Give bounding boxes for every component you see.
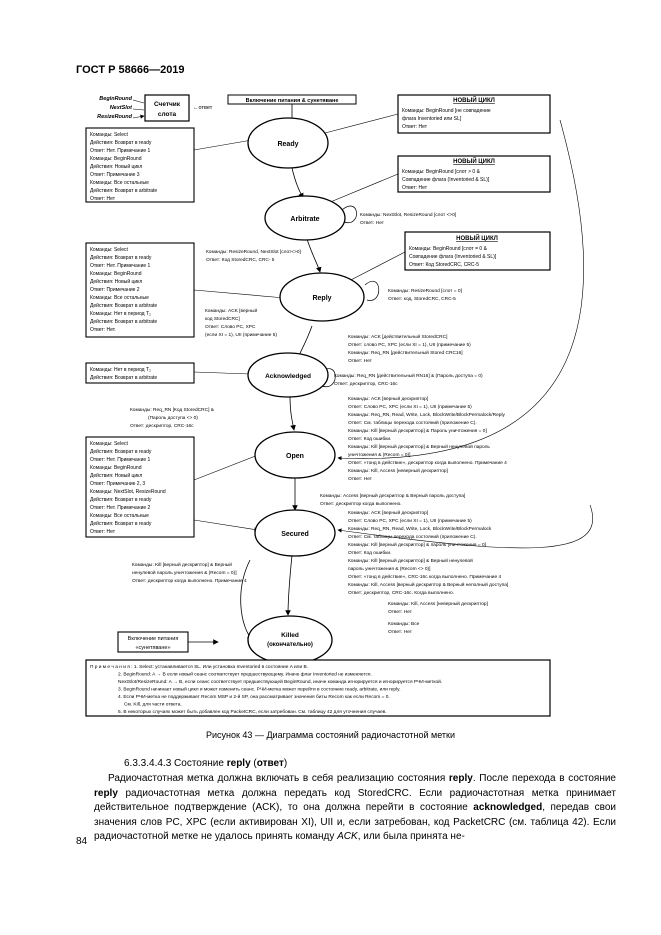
section-word: Состояние [174, 758, 224, 769]
svg-text:код StoredCRC]: код StoredCRC] [205, 317, 240, 322]
svg-text:Действия: Возврат в arbitrate: Действия: Возврат в arbitrate [90, 375, 158, 381]
svg-text:Ответ: Нет. Примечание 1: Ответ: Нет. Примечание 1 [90, 457, 151, 463]
svg-text:Ответ: См. таблицы перехода со: Ответ: См. таблицы перехода состояний (приложение C). [348, 535, 477, 540]
svg-text:Ответ: Нет: Ответ: Нет [348, 477, 372, 482]
svg-text:Arbitrate: Arbitrate [290, 216, 320, 223]
svg-text:Ответ: Нет: Ответ: Нет [388, 610, 412, 615]
svg-text:Ответ: дескриптор, CRC-16с: Ответ: дескриптор, CRC-16с [130, 424, 194, 429]
svg-text:Ответ: дескриптор когда выполн: Ответ: дескриптор когда выполнено. [320, 502, 402, 507]
svg-text:Open: Open [286, 453, 304, 460]
slot-input: ResizeRound [97, 114, 132, 120]
left-transition-box [86, 363, 194, 383]
state-secured [255, 510, 335, 556]
svg-text:Команды: Access [верный дескри: Команды: Access [верный дескриптор & Верный пароль доступа] [320, 494, 466, 499]
svg-text:Reply: Reply [312, 295, 332, 302]
svg-text:Команды: ACK [действительный S: Команды: ACK [действительный StoredCRC] [348, 335, 448, 340]
svg-text:Команды: ACK [верный дескрипто: Команды: ACK [верный дескриптор] [348, 511, 429, 516]
svg-text:Ответ: «тонд в действие», деск: Ответ: «тонд в действие», дескриптор когда выполнено. Примечание 4 [348, 461, 507, 466]
svg-text:ненулевой пароль уничтожения &: ненулевой пароль уничтожения & (Recom = 0)] [132, 571, 237, 576]
svg-text:Команды: Все: Команды: Все [388, 622, 420, 627]
svg-text:NextSlot/ResizeRound: A → B, е: NextSlot/ResizeRound: A → B, если сеанс соответствует предшествующей BeginRound, иначе команда игнорируется и игнорируется PЧИ-меткой. [118, 680, 443, 685]
section-heading [124, 758, 287, 769]
power-on-label: Включение питания & сунетяване [245, 98, 339, 104]
svg-text:Действия: Возврат в ready: Действия: Возврат в ready [90, 521, 152, 527]
svg-text:Ответ: Слово PC, XPC: Ответ: Слово PC, XPC [205, 325, 256, 330]
svg-text:Команды: Select: Команды: Select [90, 132, 128, 138]
svg-text:Действия: Возврат в ready: Действия: Возврат в ready [90, 255, 152, 261]
svg-text:НОВЫЙ ЦИКЛ: НОВЫЙ ЦИКЛ [456, 236, 498, 242]
state-acknowledged [248, 353, 328, 397]
note-secured-killed [132, 561, 247, 584]
svg-text:Ответ: Нет: Ответ: Нет [388, 630, 412, 635]
svg-text:Команды: Req_RN [действительны: Команды: Req_RN [действительный RN16] & (Пароль доступа = 0) [334, 374, 483, 379]
svg-text:НОВЫЙ ЦИКЛ: НОВЫЙ ЦИКЛ [453, 98, 495, 104]
svg-text:«сунетяване»: «сунетяване» [135, 645, 171, 651]
svg-text:Acknowledged: Acknowledged [265, 373, 311, 380]
svg-text:НОВЫЙ ЦИКЛ: НОВЫЙ ЦИКЛ [453, 159, 495, 165]
section-number: 6.3.3.4.4.3 [124, 758, 172, 769]
note-reply-ack [205, 307, 277, 338]
svg-text:П р и м е ч а н и я : 1. Selec: П р и м е ч а н и я : 1. Select: устанавливается SL. Или установка Inventoried в состояние A или B. [90, 665, 309, 670]
svg-text:Включение питания: Включение питания [127, 636, 179, 642]
svg-text:Ответ: дескриптор, CRC-16с. Ко: Ответ: дескриптор, CRC-16с. Когда выполнено. [348, 591, 454, 596]
svg-text:флага Inventoried или SL]: флага Inventoried или SL] [402, 116, 462, 122]
svg-text:Команды: Все остальные: Команды: Все остальные [90, 295, 149, 301]
svg-text:Ответ: Нет: Ответ: Нет [360, 221, 384, 226]
new-cycle-box [398, 156, 550, 192]
note-arbitrate-self [360, 212, 456, 226]
svg-text:Команды: Kill, Access [неверны: Команды: Kill, Access [неверный дескриптор] [388, 602, 488, 607]
svg-text:Совпадение флага (Inventoried: Совпадение флага (Inventoried & SL)] [409, 254, 497, 260]
svg-text:Команды: Нет в период T₂: Команды: Нет в период T₂ [90, 311, 151, 317]
left-transition-box [86, 128, 194, 202]
svg-text:2. BeginRound: A → B если новы: 2. BeginRound: A → B если новый сеанс соответствует предшествующему. Иначе флаг Inventoried не изменяется. [118, 672, 372, 678]
slot-input: NextSlot [109, 105, 132, 111]
svg-text:Ответ: Нет. Примечание 2: Ответ: Нет. Примечание 2 [90, 505, 151, 511]
svg-text:Ответ: дескриптор, CRC-16с: Ответ: дескриптор, CRC-16с [334, 382, 398, 387]
svg-text:Ответ: Нет: Ответ: Нет [402, 124, 427, 130]
svg-text:Ответ: код, StoredCRC, CRC-5: Ответ: код, StoredCRC, CRC-5 [388, 297, 456, 302]
note-ack-open [130, 407, 215, 429]
slot-counter-title: слота [157, 111, 177, 118]
svg-text:Команды: Kill [верный дескрипт: Команды: Kill [верный дескриптор] & пароль уничтожения = 0] [348, 543, 486, 548]
svg-text:Ready: Ready [277, 141, 299, 148]
svg-text:Действия: Новый цикл: Действия: Новый цикл [90, 279, 143, 285]
slot-counter-title: Счетчик [153, 101, 181, 108]
svg-text:Команды: Kill [верный дескрипт: Команды: Kill [верный дескриптор] & Верный ненулевой пароль [348, 445, 490, 450]
svg-text:Ответ: Нет: Ответ: Нет [90, 529, 115, 535]
state-killed [248, 616, 332, 664]
svg-text:Действия: Возврат в arbitrate: Действия: Возврат в arbitrate [90, 303, 158, 309]
figure-caption: Рисунок 43 — Диаграмма состояний радиочастотной метки [205, 730, 456, 740]
svg-text:Ответ: Нет: Ответ: Нет [348, 359, 372, 364]
svg-text:См. Kill, для части ответа.: См. Kill, для части ответа. [124, 702, 182, 708]
svg-text:Команды: NextSlot, ResizeRound: Команды: NextSlot, ResizeRound [слот <>0] [360, 213, 457, 218]
svg-text:(если XI = 1), UII (примечание: (если XI = 1), UII (примечание 5) [205, 333, 277, 338]
section-paren-close: ) [283, 758, 288, 769]
svg-text:Действия: Новый цикл: Действия: Новый цикл [90, 473, 143, 479]
svg-text:Ответ: Слово PC, XPC (если XI: Ответ: Слово PC, XPC (если XI = 1), UII (примечание 5) [348, 519, 472, 524]
svg-text:Ответ: «тонд в действие», CRC-: Ответ: «тонд в действие», CRC-16с когда выполнено. Примечание 4 [348, 575, 502, 580]
section-paren-open: ( [253, 758, 257, 769]
new-cycle-box [405, 232, 550, 270]
left-transition-box [86, 437, 194, 537]
state-ready [248, 118, 328, 168]
svg-text:Ответ: См. таблицы перехода со: Ответ: См. таблицы перехода состояний (приложение C). [348, 421, 477, 426]
state-reply [280, 273, 364, 321]
note-ready-arbitrate [206, 249, 301, 263]
svg-text:(окончательно): (окончательно) [267, 642, 313, 648]
svg-text:Команды: Select: Команды: Select [90, 247, 128, 253]
svg-text:5. В некоторых случаях может б: 5. В некоторых случаях может быть добавлен код PacketCRC, если затребован. См. таблицу 42 для уточнения случаев. [118, 710, 387, 715]
svg-text:3. BeginRound начинает новый ц: 3. BeginRound начинает новый цикл и может изменить сеанс. PЧИ-метка может перейти в состояние ready, arbitrate, или reply. [118, 687, 401, 693]
state-arbitrate [265, 196, 345, 240]
svg-text:Команды: Все остальные: Команды: Все остальные [90, 513, 149, 519]
svg-text:Команды: BeginRound: Команды: BeginRound [90, 271, 142, 277]
svg-text:Команды: Req_RN [действительны: Команды: Req_RN [действительный Stored CRC16] [348, 351, 463, 356]
svg-text:Ответ: Примечание 2: Ответ: Примечание 2 [90, 287, 140, 293]
svg-text:Команды: Kill, Access [верный: Команды: Kill, Access [верный дескриптор & Верный неполный доступа] [348, 583, 509, 588]
svg-text:Ответ: Код ошибки.: Ответ: Код ошибки. [348, 551, 392, 556]
note-killed-group [388, 600, 488, 635]
svg-text:Ответ: дескриптор когда выполн: Ответ: дескриптор когда выполнено. Примечание 4 [132, 579, 247, 584]
svg-text:4. Если PЧИ-метка не поддержив: 4. Если PЧИ-метка не поддерживает Recom MSP и 2-й SP, она рассматривает значения биты Recom как если Recom = 0. [118, 695, 390, 700]
svg-text:Ответ: Нет. Примечание 1: Ответ: Нет. Примечание 1 [90, 148, 151, 154]
svg-text:Действия: Возврат в ready: Действия: Возврат в ready [90, 140, 152, 146]
svg-text:Ответ: Слово PC, XPC (если XI: Ответ: Слово PC, XPC (если XI = 1), UII (примечание 5) [348, 405, 472, 410]
svg-text:Команды: BeginRound [слот > 0: Команды: BeginRound [слот > 0 & [402, 169, 480, 175]
body-paragraph: Радиочастотная метка должна включать в себя реализацию состояния reply. После перехода в состояние reply радиочастотная метка должна передать код StoredCRC. Если радиочастотная метка принимает действительное подтверждение (ACK), то она должна перейти в состояние acknowledged, передав свои значения слов PC, XPC (если активирован XI), UII и, если затребован, код PacketCRC (см. таблица 42). Если радиочастотной метке не удалось принять команду ACK, или была принята не- [94, 773, 616, 843]
svg-text:Ответ: Примечание 2, 3: Ответ: Примечание 2, 3 [90, 481, 146, 487]
note-reply-self [388, 288, 462, 302]
svg-text:Ответ: Код ошибки.: Ответ: Код ошибки. [348, 437, 392, 442]
svg-text:Действия: Возврат в ready: Действия: Возврат в ready [90, 497, 152, 503]
svg-text:Ответ: Нет: Ответ: Нет [402, 185, 427, 191]
svg-text:Команды: BeginRound: Команды: BeginRound [90, 156, 142, 162]
left-transition-box [86, 243, 194, 337]
svg-text:Ответ: Код StoredCRC, CRC- 5: Ответ: Код StoredCRC, CRC- 5 [206, 258, 275, 263]
svg-text:Действия: Возврат в arbitrate: Действия: Возврат в arbitrate [90, 188, 158, 194]
svg-text:Команды: Kill [верный дескрипт: Команды: Kill [верный дескриптор] & Верный ненулевой [348, 559, 473, 564]
svg-text:Ответ: Нет. Примечание 1: Ответ: Нет. Примечание 1 [90, 263, 151, 269]
svg-text:Команды: ResizeRound, NextSlot: Команды: ResizeRound, NextSlot [слот<>0] [206, 250, 301, 255]
section-state: reply [226, 758, 251, 769]
svg-text:Команды: Kill, Access [неверны: Команды: Kill, Access [неверный дескриптор] [348, 469, 448, 474]
svg-text:Команды: NextSlot, ResizeRound: Команды: NextSlot, ResizeRound [90, 489, 166, 495]
svg-text:Команды: Kill [верный дескрипт: Команды: Kill [верный дескриптор] & Пароль уничтожения = 0] [348, 429, 487, 434]
svg-text:уничтожения & (Recom = 0)]: уничтожения & (Recom = 0)] [348, 453, 411, 458]
svg-text:Команды: ACK [верный дескрипто: Команды: ACK [верный дескриптор] [348, 397, 429, 402]
svg-text:Команды: Нет в период T₂: Команды: Нет в период T₂ [90, 367, 151, 373]
svg-text:Команды: BeginRound [не совпад: Команды: BeginRound [не совпадение [402, 108, 491, 114]
svg-text:Ответ: Нет.: Ответ: Нет. [90, 327, 116, 333]
svg-text:Ответ: Код StoredCRC, CRC-5: Ответ: Код StoredCRC, CRC-5 [409, 262, 479, 268]
slot-input: BeginRound [99, 96, 132, 102]
svg-text:Команды: Kill [верный дескрипт: Команды: Kill [верный дескриптор] & Верный [132, 563, 232, 568]
svg-text:Команды: Req_RN, Read, Write,: Команды: Req_RN, Read, Write, Lock, BlockWrite/BlockPermalock/Reply [348, 413, 505, 418]
section-paren-word: ответ [256, 758, 284, 769]
svg-text:Команды: BeginRound: Команды: BeginRound [90, 465, 142, 471]
svg-text:Команды: Req_RN, Read, Write,: Команды: Req_RN, Read, Write, Lock, BlockWrite/BlockPermalock [348, 527, 492, 532]
note-ack-group [348, 333, 471, 364]
svg-text:Действия: Возврат в ready: Действия: Возврат в ready [90, 449, 152, 455]
svg-text:Действия: Новый цикл: Действия: Новый цикл [90, 164, 143, 170]
svg-text:Команды: ACK [верный: Команды: ACK [верный [205, 309, 258, 314]
note-open-secured [320, 492, 465, 507]
svg-text:Команды: BeginRound [слот = 0: Команды: BeginRound [слот = 0 & [409, 246, 487, 252]
svg-text:Команды: Select: Команды: Select [90, 441, 128, 447]
svg-text:Secured: Secured [281, 531, 309, 538]
svg-text:Команды: ResizeRound [слот = 0: Команды: ResizeRound [слот = 0] [388, 289, 462, 294]
svg-text:Совпадение флага (Inventoried: Совпадение флага (Inventoried & SL)] [402, 177, 490, 183]
svg-text:Killed: Killed [281, 632, 299, 639]
state-open [255, 432, 335, 478]
page-number: 84 [76, 836, 88, 847]
svg-text:Действия: Возврат в arbitrate: Действия: Возврат в arbitrate [90, 319, 158, 325]
note-secured-group [348, 509, 508, 596]
svg-text:Ответ: Нет: Ответ: Нет [90, 196, 115, 202]
svg-text:Команды: Все остальные: Команды: Все остальные [90, 180, 149, 186]
svg-text:Ответ: Примечание 3: Ответ: Примечание 3 [90, 172, 140, 178]
svg-text:Команды: Req_RN [Код StoredCRC: Команды: Req_RN [Код StoredCRC] & [130, 408, 214, 413]
power-on-bottom-box [118, 632, 188, 652]
slot-counter-arrow-label: ←ответ [193, 105, 213, 111]
doc-id: ГОСТ Р 58666—2019 [76, 64, 185, 76]
diagram-footnotes [86, 660, 550, 716]
svg-text:Ответ: слово PC, XPC (если XI: Ответ: слово PC, XPC (если XI = 1), UII (примечание 5) [348, 343, 471, 348]
svg-text:пароль уничтожения & (Recom <>: пароль уничтожения & (Recom <> 0)] [348, 567, 431, 572]
new-cycle-box [398, 95, 550, 133]
svg-text:(Пароль доступа <> 0): (Пароль доступа <> 0) [148, 416, 198, 421]
note-ack-self [334, 372, 483, 387]
